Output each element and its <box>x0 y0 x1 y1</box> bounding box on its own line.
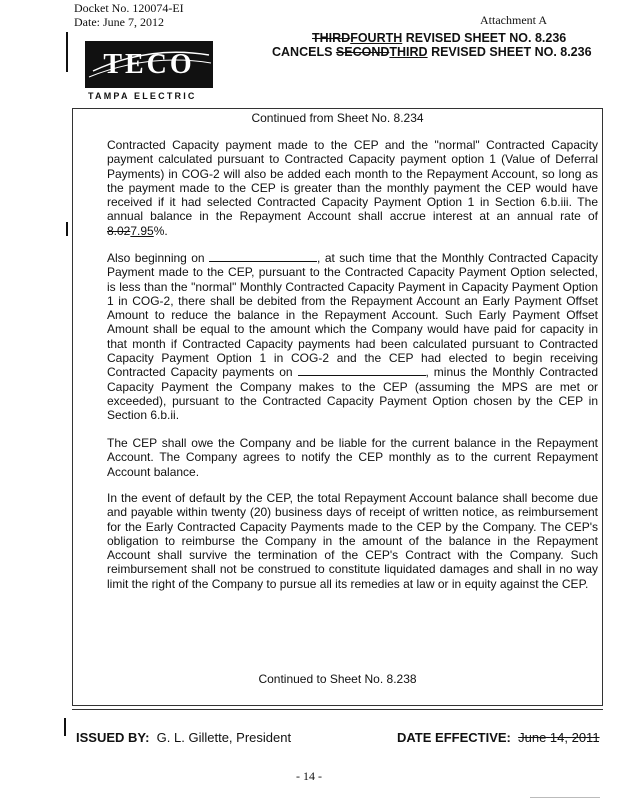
issued-by-value: G. L. Gillette, President <box>156 730 292 745</box>
struck-text: SECOND <box>335 45 390 59</box>
revision-bar <box>64 718 66 736</box>
sheet-header-current: THIRDFOURTH REVISED SHEET NO. 8.236 <box>312 31 567 45</box>
logo-text: TECO <box>103 49 195 80</box>
paragraph-4: In the event of default by the CEP, the total Repayment Account balance shall become due and payable within twenty (20) business days of receipt of written notice, as reimbursement for the Early Contracted Capacity Payments made to the CEP by the Company. The CEP's obligation to reimburse the Company in the amount of the balance in the Repayment Account shall survive the termination of the CEP's Contract with the Company. Such reimbursement shall not be construed to constitute liquidated damages and shall in no way limit the right of the Company to pursue all its remedies at law or in equity against the CEP. <box>107 491 598 591</box>
struck-text: 8.02 <box>107 223 131 238</box>
inserted-text: FOURTH <box>350 31 403 45</box>
attachment-label: Attachment A <box>480 13 547 27</box>
issued-by <box>76 730 291 745</box>
continued-from: Continued from Sheet No. 8.234 <box>251 111 424 125</box>
continued-to: Continued to Sheet No. 8.238 <box>258 672 417 686</box>
struck-text: June 14, 2011 <box>518 730 600 745</box>
revision-bar <box>66 32 68 72</box>
inserted-text: THIRD <box>389 45 428 59</box>
struck-text: THIRD <box>312 31 351 45</box>
blank-date-line <box>298 365 426 376</box>
date-effective-label: DATE EFFECTIVE: <box>397 730 511 745</box>
divider <box>530 797 600 798</box>
divider <box>72 709 603 710</box>
sheet-header-cancels: CANCELS SECONDTHIRD REVISED SHEET NO. 8.236 <box>272 45 592 59</box>
blank-date-line <box>209 251 317 262</box>
docket-info <box>74 1 184 29</box>
paragraph-1: Contracted Capacity payment made to the CEP and the "normal" Contracted Capacity payment calculated pursuant to Contracted Capacity payment option 1 (Value of Deferral Payments) in COG-2 will also be added each month to the Repayment Account, so long as the payment made to the CEP is greater than the monthly payment the CEP would have received if it had selected Contracted Capacity Payment Option 1 in Section 6.b.iii. The annual balance in the Repayment Account shall accrue interest at an annual rate of 8.027.95%. <box>107 138 598 238</box>
revision-bar <box>66 222 68 236</box>
paragraph-2: Also beginning on , at such time that the Monthly Contracted Capacity Payment made to the CEP, pursuant to the Contracted Capacity Payment Option selected, is less than the "normal" Monthly Contracted Capacity Payment in Capacity Payment Option 1 in COG-2, there shall be debited from the Repayment Account an Early Payment Offset Amount to reduce the balance in the Repayment Account. Such Early Payment Offset Amount shall be equal to the amount which the Company would have paid for capacity in that month if Contracted Capacity payments had been calculated pursuant to Contracted Capacity Payment Option 1 in COG-2 and the CEP had elected to begin receiving Contracted Capacity payments on , minus the Monthly Contracted Capacity Payment the Company makes to the CEP (assuming the MPS are met or exceeded), pursuant to the Contracted Capacity Payment Option chosen by the CEP in Section 6.b.ii. <box>107 251 598 423</box>
docket-number: Docket No. 120074-EI <box>74 1 184 15</box>
page-number: - 14 - <box>296 769 322 783</box>
docket-date: Date: June 7, 2012 <box>74 15 164 29</box>
inserted-text: 7.95 <box>130 223 154 238</box>
paragraph-3: The CEP shall owe the Company and be liable for the current balance in the Repayment Account. The Company agrees to notify the CEP monthly as to the current Repayment Account balance. <box>107 436 598 479</box>
date-effective <box>397 730 600 745</box>
issued-by-label: ISSUED BY: <box>76 730 150 745</box>
logo-subtitle: TAMPA ELECTRIC <box>88 91 197 101</box>
